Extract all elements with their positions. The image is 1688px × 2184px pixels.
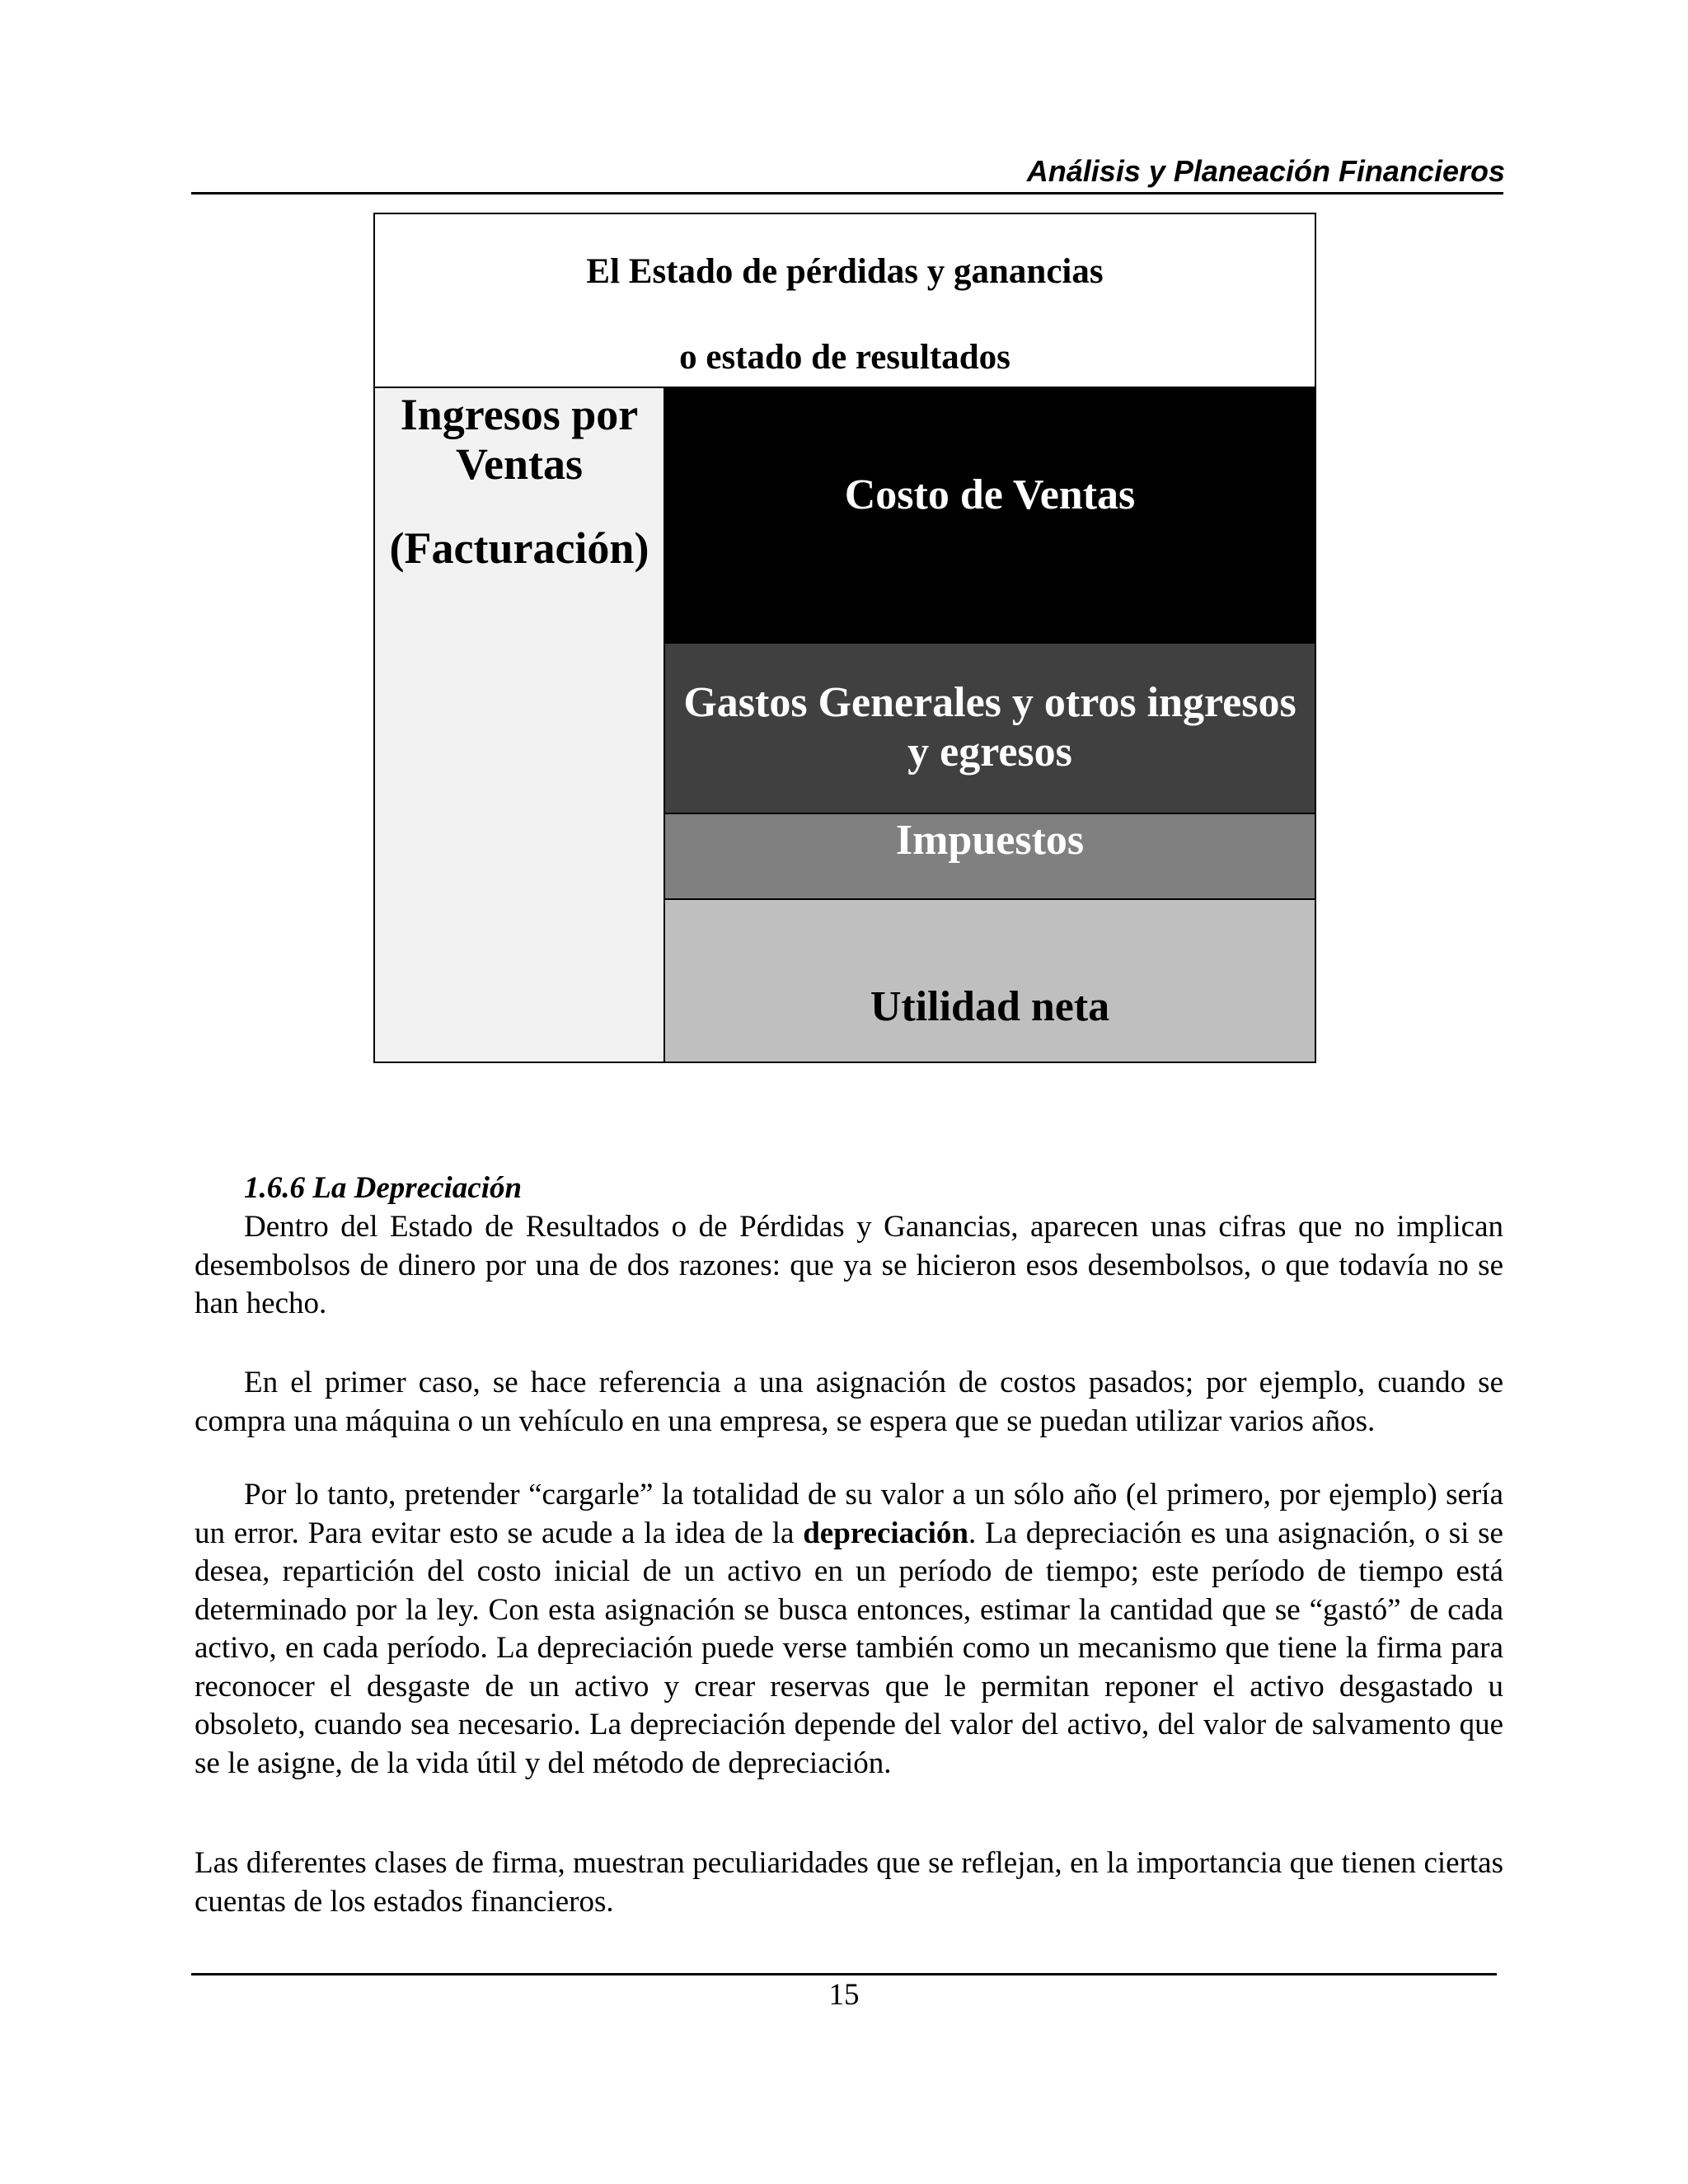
sales-revenue-line2: Ventas — [455, 439, 584, 489]
sales-revenue-line1: Ingresos por — [400, 390, 639, 439]
taxes-block — [665, 813, 1315, 898]
cost-of-sales-label: Costo de Ventas — [844, 471, 1136, 518]
running-header: Análisis y Planeación Financieros — [1026, 154, 1505, 188]
section-heading: 1.6.6 La Depreciación — [244, 1171, 523, 1205]
header-rule — [191, 192, 1503, 194]
paragraph-1: Dentro del Estado de Resultados o de Pérdidas y Ganancias, aparecen unas cifras que no implican desembolsos de dinero por una de dos razones: que ya se hicieron esos desembolsos, o que todavía no se han hecho. — [195, 1210, 1503, 1320]
general-expenses-label: Gastos Generales y otros ingresos y egresos — [683, 679, 1296, 776]
income-statement-diagram — [373, 213, 1316, 1063]
paragraph-3-bold-term: depreciación — [803, 1516, 968, 1550]
paragraph-4: Las diferentes clases de firma, muestran peculiaridades que se reflejan, en la importancia que tienen ciertas cuentas de los estados financieros. — [195, 1846, 1503, 1919]
diagram-title-line1: El Estado de pérdidas y ganancias — [586, 252, 1104, 291]
paragraph-2: En el primer caso, se hace referencia a una asignación de costos pasados; por ejemplo, cuando se compra una máquina o un vehículo en una empresa, se espera que se puedan utilizar varios años. — [195, 1366, 1503, 1438]
taxes-label: Impuestos — [895, 817, 1085, 864]
page-number: 15 — [828, 1978, 860, 2012]
net-income-block — [665, 898, 1315, 1062]
paragraph-3 — [195, 1476, 1503, 1783]
sales-revenue-line3: (Facturación) — [389, 523, 649, 573]
net-income-label: Utilidad neta — [870, 983, 1110, 1030]
paragraph-3-text-b: . La depreciación es una asignación, o si se desea, repartición del costo inicial de un activo en un período de tiempo; este período de tiempo está determinado por la ley. Con esta asignación se busca entonces, estimar la cantidad que se “gastó” de cada activo, en cada período. La depreciación puede verse también como un mecanismo que tiene la firma para reconocer el desgaste de un activo y crear reservas que le permitan reponer el activo desgastado u obsoleto, cuando sea necesario. La depreciación depende del valor del activo, del valor de salvamento que se le asigne, de la vida útil y del método de depreciación. — [195, 1516, 1503, 1780]
cost-of-sales-block — [665, 388, 1315, 642]
footer-rule — [191, 1973, 1497, 1975]
paragraph-3-text-a: Por lo tanto, pretender “cargarle” la totalidad de su valor a un sólo año (el primero, por ejemplo) sería un error. Para evitar esto se acude a la idea de la — [195, 1478, 1503, 1550]
sales-revenue-column — [375, 388, 665, 1062]
general-expenses-block — [665, 642, 1315, 813]
diagram-title-line2: o estado de resultados — [679, 338, 1010, 377]
diagram-title — [375, 214, 1315, 389]
